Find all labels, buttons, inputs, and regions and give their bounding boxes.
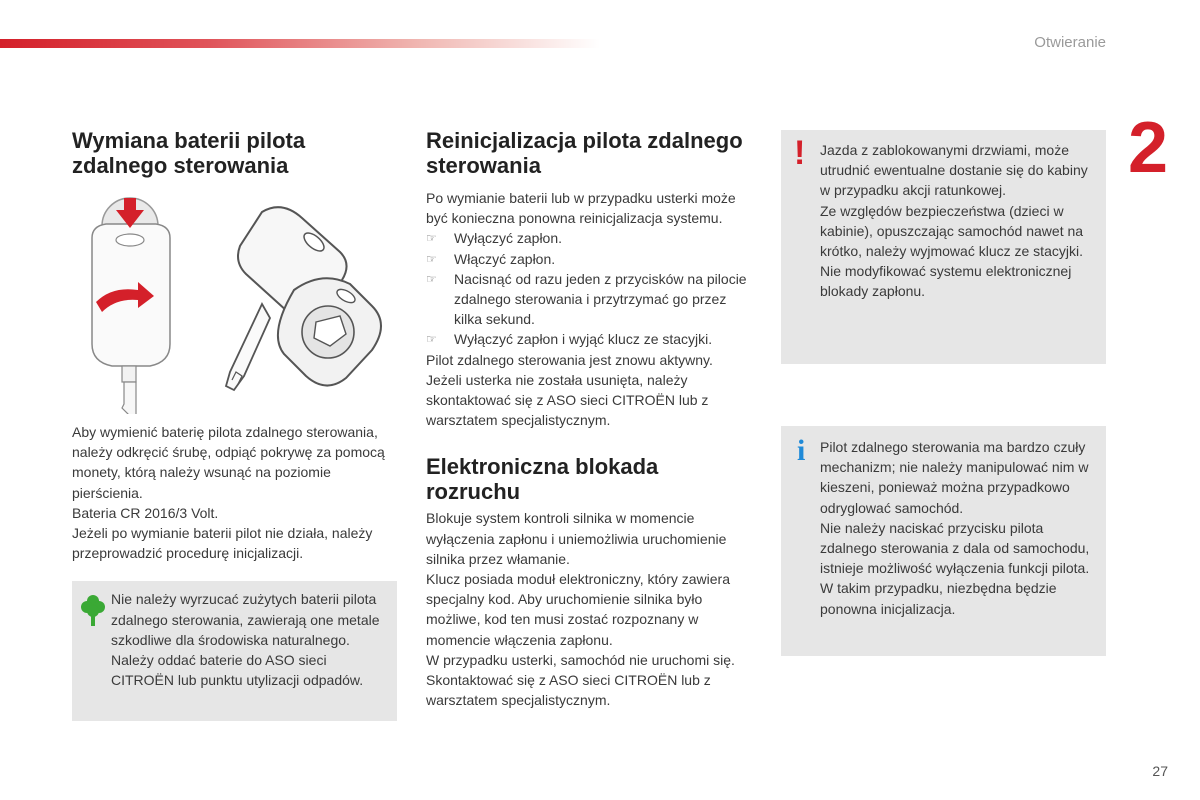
pointing-hand-icon: ☞ (426, 271, 437, 286)
steps-list (426, 228, 756, 349)
list-item: ☞ Wyłączyć zapłon. (426, 228, 756, 248)
paragraph: Aby wymienić baterię pilota zdalnego sterowania, należy odkręcić śrubę, odpiąć pokrywę za pomocą monety, którą należy wsunąć na poziomie pierścienia. (72, 424, 385, 501)
warning-text: Ze względów bezpieczeństwa (dzieci w kabinie), opuszczając samochód nawet na krótko, należy wyjmować klucz ze stacyjki. (820, 202, 1084, 260)
column-reinitialisation (426, 128, 756, 710)
section-name: Otwieranie (1034, 34, 1106, 51)
battery-replacement-text (72, 422, 402, 563)
paragraph: Klucz posiada moduł elektroniczny, który zawiera specjalny kod. Aby uruchomienie silnika było możliwe, kod ten musi zostać rozpoznany w momencie włączenia zapłonu. (426, 571, 730, 648)
header-color-bar (0, 39, 600, 48)
eco-note-text: Należy oddać baterie do ASO sieci CITROËN lub punktu utylizacji odpadów. (111, 652, 364, 689)
paragraph: Bateria CR 2016/3 Volt. (72, 504, 219, 521)
info-icon: i (797, 434, 806, 467)
info-text: Pilot zdalnego sterowania ma bardzo czuły mechanizm; nie należy manipulować nim w kieszeni, ponieważ można przypadkowo odryglować samochód. (820, 439, 1089, 516)
paragraph: W przypadku usterki, samochód nie uruchomi się. (426, 651, 735, 668)
page-number: 27 (1152, 763, 1168, 779)
warning-box (781, 130, 1106, 364)
eco-note-text: Nie należy wyrzucać zużytych baterii pilota zdalnego sterowania, zawierają one metale szkodliwe dla środowiska naturalnego. (111, 591, 380, 648)
info-text: Nie należy naciskać przycisku pilota zdalnego sterowania z dala od samochodu, istnieje możliwość wyłączenia funkcji pilota. W takim przypadku, niezbędna będzie ponowna inicjalizacja. (820, 519, 1090, 617)
pointing-hand-icon: ☞ (426, 231, 437, 246)
warning-text: Jazda z zablokowanymi drzwiami, może utrudnić ewentualne dostanie się do kabiny w przypadku akcji ratunkowej. (820, 142, 1088, 199)
column-battery-replacement (72, 128, 402, 721)
chapter-number: 2 (1128, 108, 1169, 188)
warning-icon: ! (794, 134, 806, 172)
key-with-open-fob (226, 207, 381, 390)
warning-text: Nie modyfikować systemu elektronicznej blokady zapłonu. (820, 263, 1072, 300)
reinitialisation-text (426, 188, 756, 430)
info-box (781, 426, 1106, 656)
paragraph: Jeżeli po wymianie baterii pilot nie działa, należy przeprowadzić procedurę inicjalizacji. (72, 525, 373, 562)
list-item: ☞ Nacisnąć od razu jeden z przycisków na pilocie zdalnego sterowania i przytrzymać go przez kilka sekund. (426, 270, 747, 328)
paragraph: Skontaktować się z ASO sieci CITROËN lub z warsztatem specjalistycznym. (426, 672, 711, 709)
list-item: ☞ Włączyć zapłon. (426, 249, 756, 269)
list-item: ☞ Wyłączyć zapłon i wyjąć klucz ze stacyjki. (426, 329, 756, 349)
column-notes (781, 130, 1106, 656)
pointing-hand-icon: ☞ (426, 251, 437, 266)
immobiliser-heading: Elektroniczna blokada rozruchu (426, 454, 659, 505)
battery-replacement-heading: Wymiana baterii pilota zdalnego sterowania (72, 128, 306, 178)
remote-back-view (92, 198, 170, 414)
tree-icon (80, 593, 106, 627)
key-illustration (72, 194, 392, 414)
paragraph: Jeżeli usterka nie została usunięta, należy skontaktować się z ASO sieci CITROËN lub z warsztatem specjalistycznym. (426, 371, 709, 429)
paragraph: Blokuje system kontroli silnika w momencie wyłączenia zapłonu i uniemożliwia uruchomienie silnika przez włamanie. (426, 510, 727, 567)
remote-key-drawing (72, 194, 392, 414)
reinitialisation-heading: Reinicjalizacja pilota zdalnego sterowania (426, 128, 743, 178)
intro-paragraph: Po wymianie baterii lub w przypadku usterki może być konieczna ponowna reinicjalizacja systemu. (426, 190, 736, 227)
eco-note-box (72, 581, 397, 721)
pointing-hand-icon: ☞ (426, 332, 437, 347)
paragraph: Pilot zdalnego sterowania jest znowu aktywny. (426, 351, 713, 368)
immobiliser-text (426, 508, 756, 710)
